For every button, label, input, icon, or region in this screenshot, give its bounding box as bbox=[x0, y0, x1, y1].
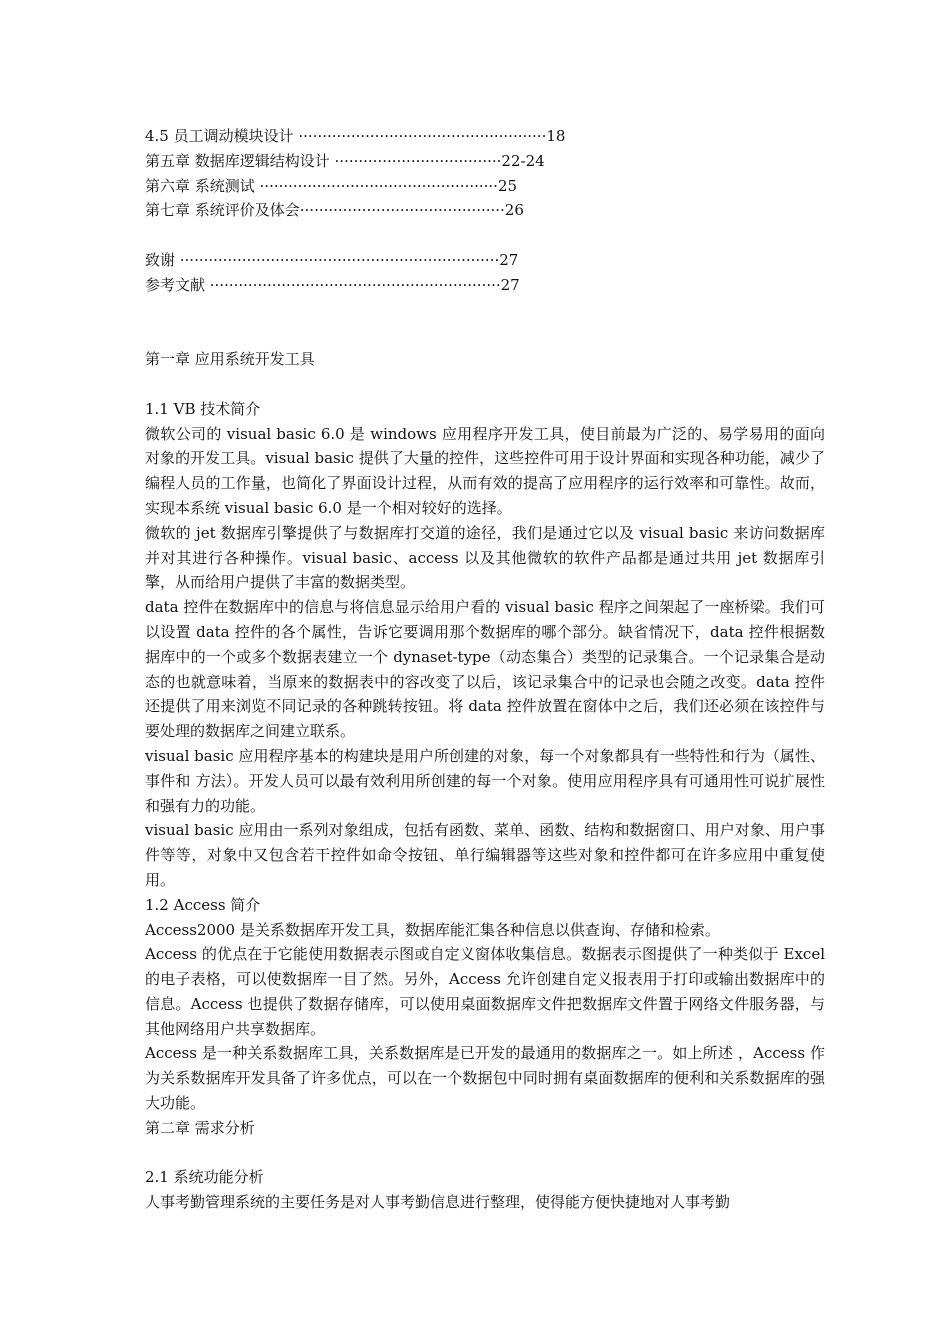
paragraph: visual basic 应用由一系列对象组成，包括有函数、菜单、函数、结构和数据窗口、用户对象、用户事件等等，对象中又包含若干控件如命令按钮、单行编辑器等这些对象和控件都可在许多应用中重复使用。 bbox=[145, 821, 825, 889]
paragraph: visual basic 应用程序基本的构建块是用户所创建的对象，每一个对象都具有一些特性和行为（属性、事件和 方法）。开发人员可以最有效利用所创建的每一个对象。使用应用程序具有可通用性可说扩展性和强有力的功能。 bbox=[145, 746, 825, 815]
toc-entry: 参考文献 ·····························································27 bbox=[145, 275, 520, 294]
chapter-2-title: 第二章 需求分析 bbox=[145, 1118, 255, 1137]
paragraph: Access 的优点在于它能使用数据表示图或自定义窗体收集信息。数据表示图提供了一种类似于 Excel 的电子表格，可以使数据库一目了然。另外，Access 允许创建自定义报表用于打印或输出数据库中的信息。Access 也提供了数据存储库，可以使用桌面数据库文件把数据库文件置于网络文件服务器，与其他网络用户共享数据库。 bbox=[145, 945, 825, 1038]
section-1-2-title: 1.2 Access 简介 bbox=[145, 895, 261, 914]
spacer bbox=[145, 372, 825, 397]
section-1-1-title: 1.1 VB 技术简介 bbox=[145, 399, 261, 418]
toc-entry: 致谢 ···································································27 bbox=[145, 250, 519, 269]
toc-entry: 第六章 系统测试 ··················································25 bbox=[145, 176, 518, 195]
paragraph: 微软公司的 visual basic 6.0 是 windows 应用程序开发工具，使目前最为广泛的、易学易用的面向对象的开发工具。visual basic 提供了大量的控件，这些控件可用于设计界面和实现各种功能，减少了编程人员的工作量，也简化了界面设计过程，从而有效的提高了应用程序的运行效率和可靠性。故而，实现本系统 visual basic 6.0 是一个相对较好的选择。 bbox=[145, 424, 825, 517]
spacer bbox=[145, 298, 825, 323]
section-2-1-title: 2.1 系统功能分析 bbox=[145, 1168, 264, 1187]
spacer bbox=[145, 1141, 825, 1166]
toc-entry: 第五章 数据库逻辑结构设计 ···································22-24 bbox=[145, 151, 545, 170]
toc-entry: 4.5 员工调动模块设计 ····················································18 bbox=[145, 127, 566, 145]
paragraph: data 控件在数据库中的信息与将信息显示给用户看的 visual basic 程序之间架起了一座桥梁。我们可以设置 data 控件的各个属性，告诉它要调用那个数据库的哪个部分。缺省情况下，data 控件根据数据库中的一个或多个数据表建立一个 dynaset-type（动态集合）类型的记录集合。一个记录集合是动态的也就意味着，当原来的数据表中的容改变了以后，该记录集合中的记录也会随之改变。data 控件还提供了用来浏览不同记录的各种跳转按钮。将 data 控件放置在窗体中之后，我们还必须在该控件与要处理的数据库之间建立联系。 bbox=[145, 598, 825, 741]
toc-entry: 第七章 系统评价及体会···········································26 bbox=[145, 201, 524, 220]
spacer bbox=[145, 322, 825, 347]
paragraph: 微软的 jet 数据库引擎提供了与数据库打交道的途径，我们是通过它以及 visual basic 来访问数据库并对其进行各种操作。visual basic、access 以及其他微软的软件产品都是通过共用 jet 数据库引擎，从而给用户提供了丰富的数据类型。 bbox=[145, 523, 825, 592]
document-page bbox=[145, 124, 825, 1215]
chapter-1-title: 第一章 应用系统开发工具 bbox=[145, 350, 315, 369]
paragraph: 人事考勤管理系统的主要任务是对人事考勤信息进行整理，使得能方便快捷地对人事考勤 bbox=[145, 1193, 731, 1212]
paragraph: Access 是一种关系数据库工具，关系数据库是已开发的最通用的数据库之一。如上所述 ，Access 作为关系数据库开发具备了许多优点，可以在一个数据包中同时拥有桌面数据库的便利和关系数据库的强大功能。 bbox=[145, 1044, 825, 1113]
paragraph: Access2000 是关系数据库开发工具，数据库能汇集各种信息以供查询、存储和检索。 bbox=[145, 920, 720, 939]
spacer bbox=[145, 223, 825, 248]
